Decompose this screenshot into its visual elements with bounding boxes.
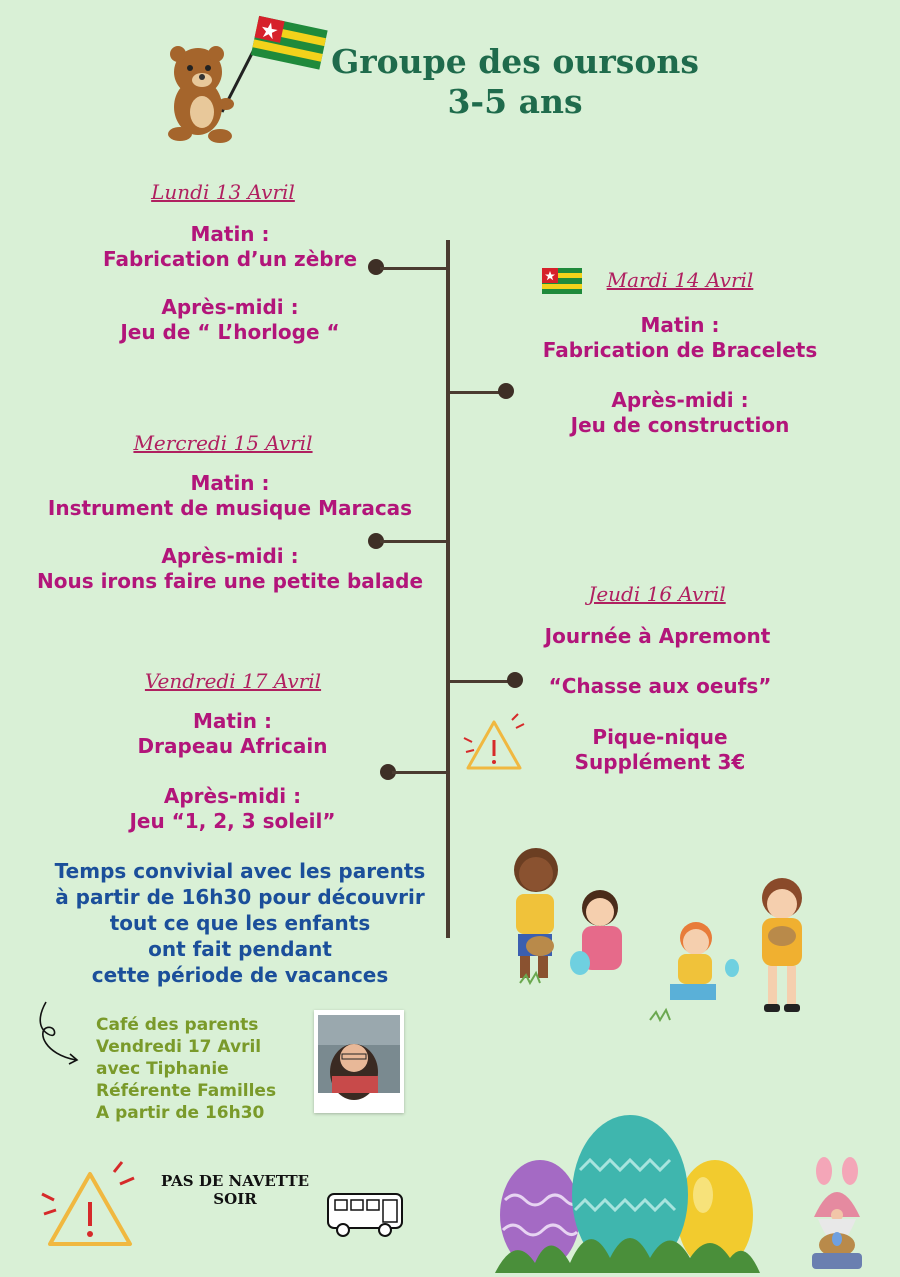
tiphanie-photo — [314, 1010, 404, 1113]
thursday-line-1: Journée à Apremont — [544, 624, 771, 648]
togo-flag-small — [542, 268, 582, 298]
tuesday-matin: Fabrication de Bracelets — [542, 338, 818, 362]
parents-note — [30, 858, 450, 988]
friday-activities — [40, 709, 425, 834]
cafe-line-4: Référente Familles — [96, 1081, 277, 1101]
timeline-dot-thursday — [507, 672, 523, 688]
friday-matin: Drapeau Africain — [137, 734, 328, 758]
parents-line-2: à partir de 16h30 pour découvrir — [55, 885, 425, 909]
warning-icon-navette — [40, 1160, 140, 1260]
portrait-icon — [314, 1010, 404, 1113]
title-line-1: Groupe des oursons — [331, 42, 699, 81]
page-title — [300, 42, 730, 122]
day-wednesday: Mercredi 15 Avril — [133, 431, 313, 455]
day-friday: Vendredi 17 Avril — [144, 669, 322, 693]
tuesday-activities — [500, 313, 860, 438]
navette-line-1: PAS DE NAVETTE — [160, 1172, 310, 1190]
cafe-line-1: Café des parents — [96, 1015, 259, 1035]
easter-gnome-illustration — [800, 1157, 875, 1273]
bunny-gnome-icon — [800, 1157, 875, 1269]
timeline-connector-wednesday — [380, 540, 446, 543]
cafe-des-parents — [96, 1014, 316, 1124]
day-tuesday: Mardi 14 Avril — [606, 268, 754, 292]
cafe-line-3: avec Tiphanie — [96, 1059, 229, 1079]
friday-am-label: Après-midi : — [163, 784, 302, 808]
day-thursday: Jeudi 16 Avril — [588, 582, 726, 606]
monday-matin: Fabrication d’un zèbre — [102, 247, 358, 271]
bus-icon — [325, 1188, 407, 1240]
tuesday-am-label: Après-midi : — [611, 388, 749, 412]
bus-illustration — [325, 1188, 407, 1244]
children-easter-illustration — [500, 838, 820, 1037]
wednesday-matin-label: Matin : — [190, 471, 270, 495]
warning-icon-thursday — [462, 712, 526, 778]
tuesday-matin-label: Matin : — [640, 313, 720, 337]
wednesday-am-label: Après-midi : — [161, 544, 299, 568]
monday-am-label: Après-midi : — [161, 295, 299, 319]
children-icon — [500, 838, 820, 1033]
timeline-connector-friday — [392, 771, 446, 774]
day-monday: Lundi 13 Avril — [151, 180, 295, 204]
parents-line-5: cette période de vacances — [91, 963, 389, 987]
monday-am: Jeu de “ L’horloge “ — [120, 320, 340, 344]
togo-flag-icon — [542, 268, 582, 294]
curly-arrow-icon — [36, 998, 86, 1068]
parents-line-1: Temps convivial avec les parents — [54, 859, 426, 883]
friday-am: Jeu “1, 2, 3 soleil” — [129, 809, 336, 833]
thursday-line-3: Pique-nique — [592, 725, 728, 749]
cafe-line-5: A partir de 16h30 — [96, 1103, 265, 1123]
warning-icon — [462, 712, 526, 774]
monday-matin-label: Matin : — [190, 222, 270, 246]
title-line-2: 3-5 ans — [447, 82, 583, 121]
thursday-line-4: Supplément 3€ — [574, 750, 746, 774]
easter-eggs-illustration — [495, 1110, 760, 1277]
navette-line-2: SOIR — [213, 1190, 257, 1208]
cafe-line-2: Vendredi 17 Avril — [96, 1037, 262, 1057]
timeline-connector-monday — [380, 267, 446, 270]
easter-eggs-icon — [495, 1110, 760, 1273]
wednesday-matin: Instrument de musique Maracas — [47, 496, 413, 520]
friday-matin-label: Matin : — [192, 709, 272, 733]
navette-notice — [150, 1172, 320, 1208]
warning-icon — [40, 1160, 140, 1256]
tuesday-am: Jeu de construction — [570, 413, 790, 437]
timeline-dot-tuesday — [498, 383, 514, 399]
thursday-line-2: “Chasse aux oeufs” — [548, 674, 772, 698]
parents-line-4: ont fait pendant — [148, 937, 332, 961]
curly-arrow — [36, 998, 86, 1072]
monday-activities — [40, 222, 420, 345]
parents-line-3: tout ce que les enfants — [109, 911, 371, 935]
wednesday-am: Nous irons faire une petite balade — [36, 569, 424, 593]
timeline-vertical-line — [446, 240, 450, 938]
